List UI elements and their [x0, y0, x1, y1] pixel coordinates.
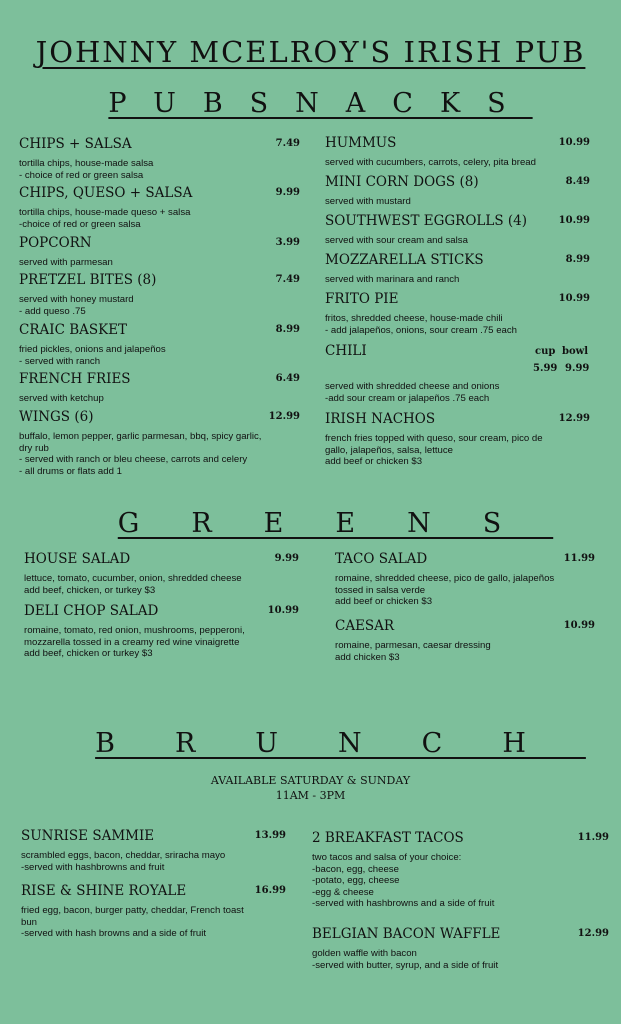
menu-item [24, 551, 299, 596]
menu-item [312, 926, 609, 971]
menu-item-price: 12.99 [558, 413, 590, 424]
menu-item-price: 11.99 [563, 553, 595, 564]
menu-item-price: 8.99 [275, 324, 300, 335]
menu-item [325, 291, 590, 336]
menu-item [325, 174, 590, 208]
menu-item-price: 10.99 [558, 293, 590, 304]
menu-item-price: 13.99 [254, 830, 286, 841]
menu-item-description: fried pickles, onions and jalapeños - served with ranch [19, 344, 166, 367]
menu-item-name: CHIPS, QUESO + SALSA [19, 185, 193, 201]
menu-item-description: golden waffle with bacon -served with butter, syrup, and a side of fruit [312, 948, 499, 971]
menu-item-name: RISE & SHINE ROYALE [21, 883, 187, 899]
menu-item-description: served with sour cream and salsa [325, 235, 468, 246]
menu-item-price: 10.99 [563, 620, 595, 631]
menu-item-description: fried egg, bacon, burger patty, cheddar, French toast bun -served with hash browns and a side of fruit [21, 905, 244, 939]
menu-item-name: FRITO PIE [325, 291, 399, 307]
menu-item-price: 12.99 [577, 928, 609, 939]
menu-item [19, 136, 300, 181]
menu-item-description: scrambled eggs, bacon, cheddar, sriracha mayo -served with hashbrowns and fruit [21, 850, 226, 873]
menu-item-price: 10.99 [558, 137, 590, 148]
menu-item [24, 603, 299, 660]
menu-item [19, 322, 300, 367]
menu-item-name: CHILI [325, 343, 367, 359]
menu-item-price: 7.49 [275, 138, 300, 149]
menu-item-description: romaine, parmesan, caesar dressing add chicken $3 [335, 640, 491, 663]
menu-item-description: fritos, shredded cheese, house-made chili - add jalapeños, onions, sour cream .75 each [325, 313, 517, 336]
menu-item-price: 6.49 [275, 373, 300, 384]
menu-item-price: 7.49 [275, 274, 300, 285]
section-title-greens: GREENS [117, 508, 554, 539]
menu-item-name: POPCORN [19, 235, 92, 251]
menu-item-description: buffalo, lemon pepper, garlic parmesan, bbq, spicy garlic, dry rub - served with ranch or bleu cheese, carrots and celery - all drums or flats add 1 [19, 431, 262, 477]
menu-item [19, 235, 300, 269]
menu-item [312, 830, 609, 910]
menu-item-name: WINGS (6) [19, 409, 94, 425]
menu-item-name: DELI CHOP SALAD [24, 603, 159, 619]
chili-bowl-price: 9.99 [565, 363, 590, 374]
menu-item-description: served with honey mustard - add queso .75 [19, 294, 134, 317]
chili-cup-label: cup [535, 346, 556, 357]
menu-item-description: two tacos and salsa of your choice: -bacon, egg, cheese -potato, egg, cheese -egg & cheese -served with hashbrowns and a side of fruit [312, 852, 495, 909]
menu-title: JOHNNY MCELROY'S IRISH PUB [35, 35, 586, 69]
menu-item-description: served with shredded cheese and onions -add sour cream or jalapeños .75 each [325, 381, 500, 404]
menu-item-price: 9.99 [274, 553, 299, 564]
menu-item [21, 883, 286, 940]
menu-item [335, 551, 595, 608]
menu-item-price: 3.99 [275, 237, 300, 248]
menu-item-name: BELGIAN BACON WAFFLE [312, 926, 501, 942]
menu-item-name: FRENCH FRIES [19, 371, 131, 387]
menu-item [19, 371, 300, 405]
menu-item-name: HOUSE SALAD [24, 551, 131, 567]
menu-item-price: 12.99 [268, 411, 300, 422]
menu-item-price: 8.49 [565, 176, 590, 187]
menu-item-description: served with mustard [325, 196, 411, 207]
menu-item-name: CRAIC BASKET [19, 322, 128, 338]
chili-bowl-label: bowl [562, 346, 589, 357]
menu-item-price: 8.99 [565, 254, 590, 265]
menu-item-description: served with cucumbers, carrots, celery, pita bread [325, 157, 536, 168]
menu-item [19, 409, 300, 477]
menu-item [325, 135, 590, 169]
menu-item [325, 252, 590, 286]
menu-item [325, 411, 590, 468]
menu-item-name: MOZZARELLA STICKS [325, 252, 484, 268]
menu-item-description: tortilla chips, house-made salsa - choice of red or green salsa [19, 158, 154, 181]
menu-item [325, 213, 590, 247]
menu-item [19, 185, 300, 230]
section-title-brunch: BRUNCH [95, 728, 586, 759]
menu-item-price: 9.99 [275, 187, 300, 198]
menu-item-description: tortilla chips, house-made queso + salsa -choice of red or green salsa [19, 207, 191, 230]
menu-item-name: MINI CORN DOGS (8) [325, 174, 479, 190]
menu-item-description: lettuce, tomato, cucumber, onion, shredded cheese add beef, chicken, or turkey $3 [24, 573, 242, 596]
menu-item-description: romaine, tomato, red onion, mushrooms, pepperoni, mozzarella tossed in a creamy red wine vinaigrette add beef, chicken or turkey $3 [24, 625, 245, 659]
menu-item-description: served with ketchup [19, 393, 104, 404]
menu-item-price: 11.99 [577, 832, 609, 843]
menu-item-name: IRISH NACHOS [325, 411, 436, 427]
menu-item-name: SUNRISE SAMMIE [21, 828, 155, 844]
menu-item-price: 10.99 [267, 605, 299, 616]
chili-cup-price: 5.99 [533, 363, 558, 374]
menu-item [19, 272, 300, 317]
menu-item [335, 618, 595, 663]
menu-item-price: 16.99 [254, 885, 286, 896]
brunch-availability [0, 773, 621, 803]
menu-item-name: 2 BREAKFAST TACOS [312, 830, 464, 846]
menu-item-description: romaine, shredded cheese, pico de gallo, jalapeños tossed in salsa verde add beef or chicken $3 [335, 573, 555, 607]
brunch-days: AVAILABLE SATURDAY & SUNDAY [210, 774, 411, 787]
menu-item-name: TACO SALAD [335, 551, 428, 567]
menu-item-description: served with parmesan [19, 257, 113, 268]
menu-item [21, 828, 286, 873]
menu-item-description: french fries topped with queso, sour cream, pico de gallo, jalapeños, salsa, lettuce add beef or chicken $3 [325, 433, 543, 467]
brunch-hours: 11AM - 3PM [275, 789, 346, 802]
menu-item-name: SOUTHWEST EGGROLLS (4) [325, 213, 527, 229]
menu-item-name: HUMMUS [325, 135, 397, 151]
menu-item-price: 10.99 [558, 215, 590, 226]
menu-item-name: CHIPS + SALSA [19, 136, 132, 152]
menu-item-name: PRETZEL BITES (8) [19, 272, 157, 288]
menu-item-name: CAESAR [335, 618, 395, 634]
section-title-pub-snacks: PUBSNACKS [108, 88, 533, 119]
menu-item-description: served with marinara and ranch [325, 274, 460, 285]
